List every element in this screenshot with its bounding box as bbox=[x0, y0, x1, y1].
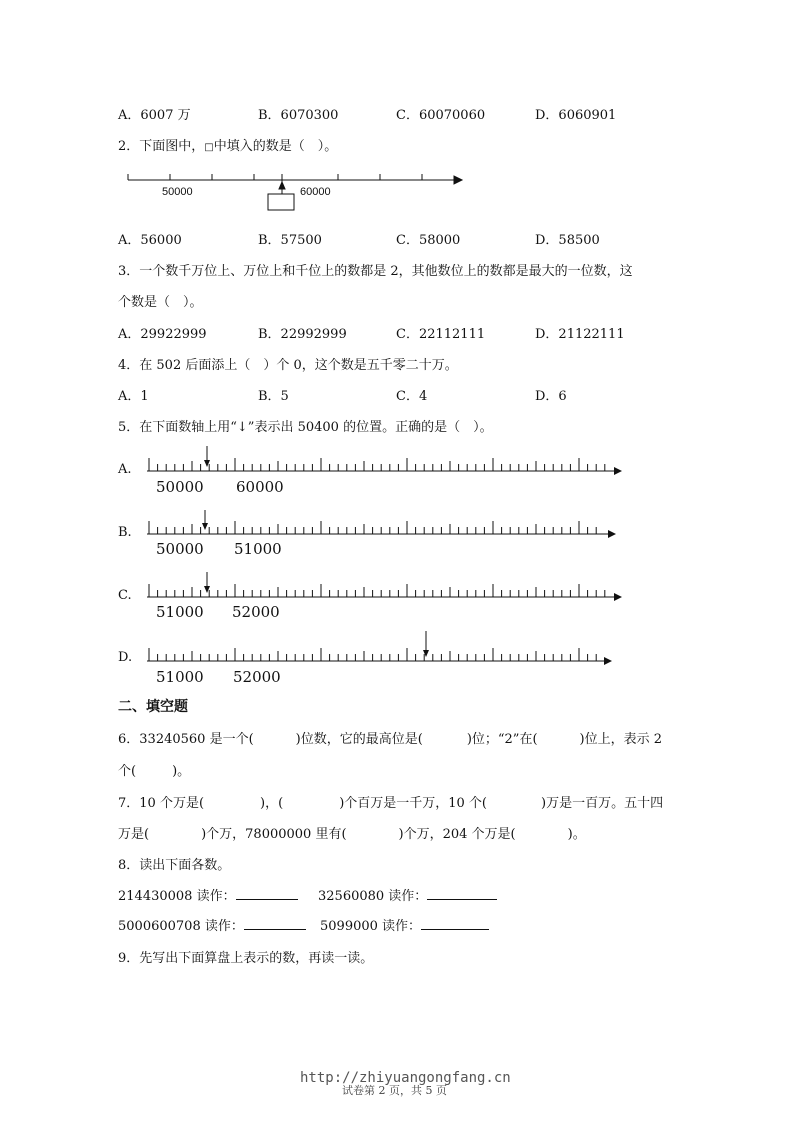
footer-page-number: 试卷第 2 页，共 5 页 bbox=[342, 1084, 447, 1097]
q7-text-5: 万是( bbox=[118, 827, 150, 842]
q5-label-c-1: 51000 bbox=[156, 603, 204, 621]
q8-answer-3[interactable] bbox=[244, 929, 306, 930]
q3-option-b: B．22992999 bbox=[258, 327, 347, 342]
q2-stem-tail: 中填入的数是（ ）。 bbox=[213, 139, 338, 154]
q1-option-a: A．6007 万 bbox=[118, 108, 191, 123]
q8-stem: 8．读出下面各数。 bbox=[118, 858, 231, 873]
footer-watermark-url: http://zhiyuangongfang.cn bbox=[300, 1070, 511, 1086]
q8-answer-2[interactable] bbox=[427, 899, 497, 900]
q3-option-c: C．22112111 bbox=[396, 327, 486, 342]
q5-label-a-2: 60000 bbox=[236, 478, 284, 496]
q8-item-4 bbox=[320, 915, 489, 934]
q4-option-d: D．6 bbox=[535, 389, 567, 404]
q9-stem: 9．先写出下面算盘上表示的数，再读一读。 bbox=[118, 951, 374, 966]
axis-arrowhead bbox=[614, 593, 622, 601]
q2-label-50000: 50000 bbox=[162, 186, 193, 198]
q5-letter-b: B. bbox=[118, 525, 132, 540]
q7-text-3: )个百万是一千万，10 个( bbox=[339, 796, 488, 811]
q7-text-1: 7．10 个万是( bbox=[118, 796, 205, 811]
q8-item-2-label: 32560080 读作： bbox=[318, 889, 428, 904]
q2-box-glyph: □ bbox=[204, 142, 214, 153]
q1-option-c: C．60070060 bbox=[396, 108, 486, 123]
q2-option-d: D．58500 bbox=[535, 233, 600, 248]
q3-line1: 3．一个数千万位上、万位上和千位上的数都是 2，其他数位上的数都是最大的一位数，这 bbox=[118, 264, 633, 279]
q5-letter-d: D. bbox=[118, 650, 133, 665]
q5-axis-d bbox=[147, 631, 612, 665]
q6-line1 bbox=[118, 728, 662, 747]
q8-item-2 bbox=[318, 885, 497, 904]
q8-item-1-label: 214430008 读作： bbox=[118, 889, 236, 904]
q2-answer-box bbox=[268, 194, 294, 210]
q6-text-2: )位数，它的最高位是( bbox=[295, 732, 423, 747]
q1-option-b: B．6070300 bbox=[258, 108, 339, 123]
down-arrow-head bbox=[202, 523, 208, 530]
q4-option-b: B．5 bbox=[258, 389, 289, 404]
q5-label-b-1: 50000 bbox=[156, 540, 204, 558]
section2-title: 二、填空题 bbox=[118, 699, 188, 715]
q8-item-3-label: 5000600708 读作： bbox=[118, 919, 244, 934]
axis-arrowhead bbox=[604, 657, 612, 665]
q4-option-a: A．1 bbox=[118, 389, 149, 404]
q2-stem-head: 2．下面图中， bbox=[118, 139, 205, 154]
q6-text-3: )位；“2”在( bbox=[466, 732, 538, 747]
q5-axis-c bbox=[147, 572, 622, 601]
q2-axis-arrow bbox=[454, 176, 462, 184]
q4-stem: 4．在 502 后面添上（ ）个 0，这个数是五千零二十万。 bbox=[118, 358, 458, 373]
q7-text-8: )。 bbox=[567, 827, 586, 842]
q5-stem: 5．在下面数轴上用“↓”表示出 50400 的位置。正确的是（ ）。 bbox=[118, 420, 493, 435]
q5-label-d-1: 51000 bbox=[156, 668, 204, 686]
q6-text-6: )。 bbox=[172, 764, 191, 779]
q1-option-d: D．6060901 bbox=[535, 108, 617, 123]
q2-option-a: A．56000 bbox=[118, 233, 182, 248]
q6-text-1: 6．33240560 是一个( bbox=[118, 732, 254, 747]
q2-option-b: B．57500 bbox=[258, 233, 322, 248]
q6-line2 bbox=[118, 760, 190, 779]
q8-answer-1[interactable] bbox=[236, 899, 298, 900]
q5-label-a-1: 50000 bbox=[156, 478, 204, 496]
q6-text-5: 个( bbox=[118, 764, 137, 779]
q5-axis-a bbox=[147, 446, 622, 475]
q2-label-60000: 60000 bbox=[300, 186, 331, 198]
axis-arrowhead bbox=[614, 467, 622, 475]
q7-text-2: )，( bbox=[260, 796, 284, 811]
q3-line2: 个数是（ ）。 bbox=[118, 295, 203, 310]
q7-text-6: )个万，78000000 里有( bbox=[201, 827, 347, 842]
q7-line2 bbox=[118, 823, 586, 842]
q2-pointer-arrow bbox=[279, 182, 285, 189]
q8-item-4-label: 5099000 读作： bbox=[320, 919, 422, 934]
q8-answer-4[interactable] bbox=[421, 929, 489, 930]
q5-label-b-2: 51000 bbox=[234, 540, 282, 558]
q4-option-c: C．4 bbox=[396, 389, 428, 404]
axis-arrowhead bbox=[608, 530, 616, 538]
q5-label-c-2: 52000 bbox=[232, 603, 280, 621]
q8-item-1 bbox=[118, 885, 298, 904]
q5-label-d-2: 52000 bbox=[233, 668, 281, 686]
q7-text-4: )万是一百万。五十四 bbox=[541, 796, 664, 811]
q3-option-a: A．29922999 bbox=[118, 327, 207, 342]
q7-line1 bbox=[118, 792, 663, 811]
q5-axis-b bbox=[147, 510, 616, 538]
q6-text-4: )位上，表示 2 bbox=[579, 732, 663, 747]
q2-option-c: C．58000 bbox=[396, 233, 461, 248]
q8-item-3 bbox=[118, 915, 306, 934]
q5-letter-a: A. bbox=[118, 462, 132, 477]
q7-text-7: )个万，204 个万是( bbox=[398, 827, 516, 842]
q5-letter-c: C. bbox=[118, 588, 132, 603]
q3-option-d: D．21122111 bbox=[535, 327, 625, 342]
